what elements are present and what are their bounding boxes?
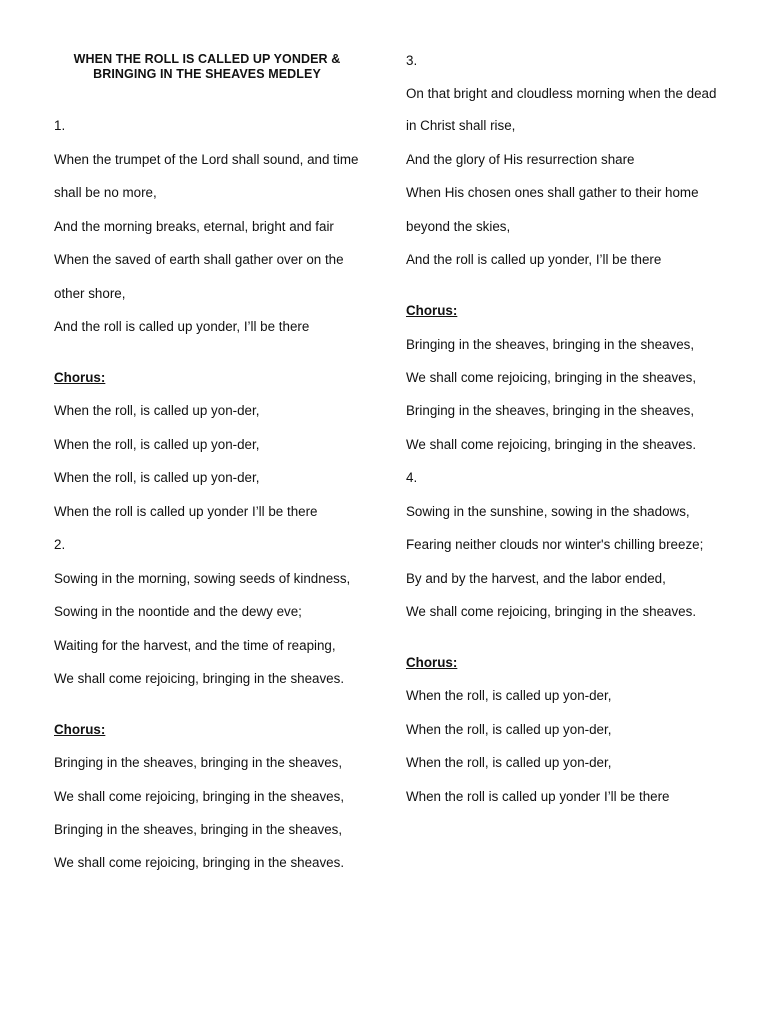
lyric-line: Sowing in the noontide and the dewy eve; bbox=[54, 604, 302, 619]
chorus-label: Chorus: bbox=[54, 722, 106, 737]
lyric-line: By and by the harvest, and the labor ended, bbox=[406, 571, 666, 586]
verse-number: 2. bbox=[54, 537, 66, 552]
lyric-line: And the glory of His resurrection share bbox=[406, 152, 635, 167]
lyric-line: When the saved of earth shall gather over on the bbox=[54, 252, 344, 267]
lyric-line: When the roll is called up yonder I’ll be there bbox=[54, 504, 318, 519]
song-title-line-1: WHEN THE ROLL IS CALLED UP YONDER & bbox=[73, 52, 341, 66]
chorus-label: Chorus: bbox=[406, 303, 458, 318]
lyric-line: And the morning breaks, eternal, bright and fair bbox=[54, 219, 334, 234]
lyric-line: When the roll, is called up yon-der, bbox=[406, 688, 612, 703]
lyric-line: Waiting for the harvest, and the time of reaping, bbox=[54, 638, 336, 653]
song-title-line-2: BRINGING IN THE SHEAVES MEDLEY bbox=[93, 67, 321, 81]
lyric-line: And the roll is called up yonder, I’ll be there bbox=[406, 252, 662, 267]
lyric-line: We shall come rejoicing, bringing in the sheaves. bbox=[406, 437, 697, 452]
lyric-line: We shall come rejoicing, bringing in the sheaves, bbox=[406, 370, 697, 385]
lyric-line: beyond the skies, bbox=[406, 219, 511, 234]
lyric-line: We shall come rejoicing, bringing in the sheaves. bbox=[54, 855, 345, 870]
verse-number: 1. bbox=[54, 118, 66, 133]
chorus-label: Chorus: bbox=[54, 370, 106, 385]
lyric-line: in Christ shall rise, bbox=[406, 118, 516, 133]
lyric-line: We shall come rejoicing, bringing in the sheaves. bbox=[54, 671, 345, 686]
lyric-line: When His chosen ones shall gather to their home bbox=[406, 185, 699, 200]
lyric-line: On that bright and cloudless morning when the dead bbox=[406, 86, 717, 101]
lyric-line: We shall come rejoicing, bringing in the sheaves, bbox=[54, 789, 345, 804]
lyric-line: When the roll, is called up yon-der, bbox=[406, 755, 612, 770]
lyric-line: When the roll, is called up yon-der, bbox=[54, 437, 260, 452]
lyric-line: We shall come rejoicing, bringing in the sheaves. bbox=[406, 604, 697, 619]
lyric-line: Bringing in the sheaves, bringing in the sheaves, bbox=[54, 822, 343, 837]
song-title bbox=[54, 52, 360, 82]
lyric-line: Sowing in the morning, sowing seeds of kindness, bbox=[54, 571, 351, 586]
lyric-line: When the roll is called up yonder I’ll be there bbox=[406, 789, 670, 804]
lyric-line: Bringing in the sheaves, bringing in the sheaves, bbox=[406, 403, 695, 418]
verse-number: 4. bbox=[406, 470, 418, 485]
lyric-line: other shore, bbox=[54, 286, 126, 301]
lyric-line: Sowing in the sunshine, sowing in the shadows, bbox=[406, 504, 690, 519]
lyric-line: Bringing in the sheaves, bringing in the sheaves, bbox=[406, 337, 695, 352]
lyric-line: Bringing in the sheaves, bringing in the sheaves, bbox=[54, 755, 343, 770]
lyric-line: When the roll, is called up yon-der, bbox=[54, 403, 260, 418]
lyric-line: And the roll is called up yonder, I’ll be there bbox=[54, 319, 310, 334]
lyric-line: When the roll, is called up yon-der, bbox=[406, 722, 612, 737]
lyric-line: shall be no more, bbox=[54, 185, 157, 200]
lyric-line: When the roll, is called up yon-der, bbox=[54, 470, 260, 485]
chorus-label: Chorus: bbox=[406, 655, 458, 670]
verse-number: 3. bbox=[406, 53, 418, 68]
lyric-line: Fearing neither clouds nor winter's chilling breeze; bbox=[406, 537, 704, 552]
lyric-line: When the trumpet of the Lord shall sound, and time bbox=[54, 152, 359, 167]
